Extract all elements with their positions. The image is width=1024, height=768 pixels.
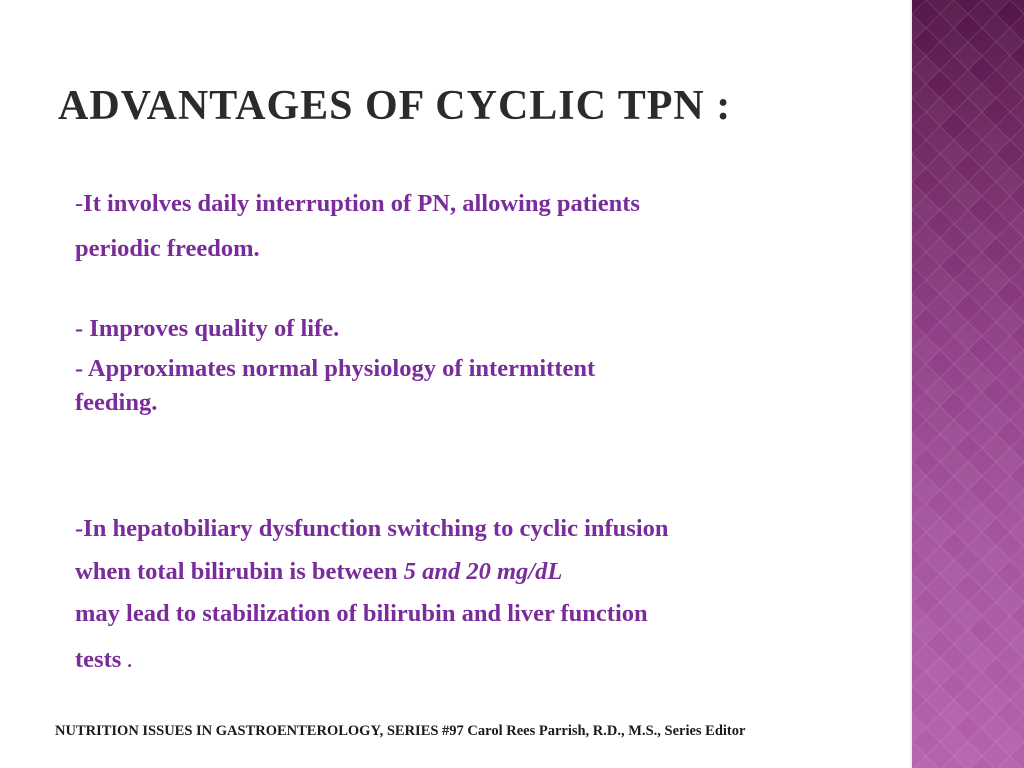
bullet-1-line-1 xyxy=(75,190,640,218)
bullet-4-line-4-text: tests xyxy=(75,646,128,673)
bullet-4-line-1: -In hepatobiliary dysfunction switching to cyclic infusion xyxy=(75,515,669,542)
bullet-1-dash: - xyxy=(75,190,84,217)
bullet-3-line-2: feeding. xyxy=(75,389,158,416)
bullet-4-line-2 xyxy=(75,558,562,586)
footer-citation: NUTRITION ISSUES IN GASTROENTEROLOGY, SERIES #97 Carol Rees Parrish, R.D., M.S., Series Editor xyxy=(55,723,746,739)
bullet-3-line-1: - Approximates normal physiology of intermittent xyxy=(75,355,596,382)
bilirubin-range: 5 and 20 mg/dL xyxy=(403,558,563,585)
bullet-2: - Improves quality of life. xyxy=(75,315,340,342)
decorative-sidebar xyxy=(912,0,1024,768)
bullet-1-line-2: periodic freedom. xyxy=(75,235,260,262)
bullet-4-period: . xyxy=(127,651,132,671)
bullet-4-line-3: may lead to stabilization of bilirubin and liver function xyxy=(75,600,648,627)
bullet-4-line-2-text: when total bilirubin is between xyxy=(75,558,404,585)
bullet-4-line-4 xyxy=(75,646,132,674)
diamond-pattern xyxy=(912,0,1024,768)
bullet-1-text: It involves daily interruption of PN, allowing patients xyxy=(83,190,640,217)
slide-title: ADVANTAGES OF CYCLIC TPN : xyxy=(58,83,732,129)
